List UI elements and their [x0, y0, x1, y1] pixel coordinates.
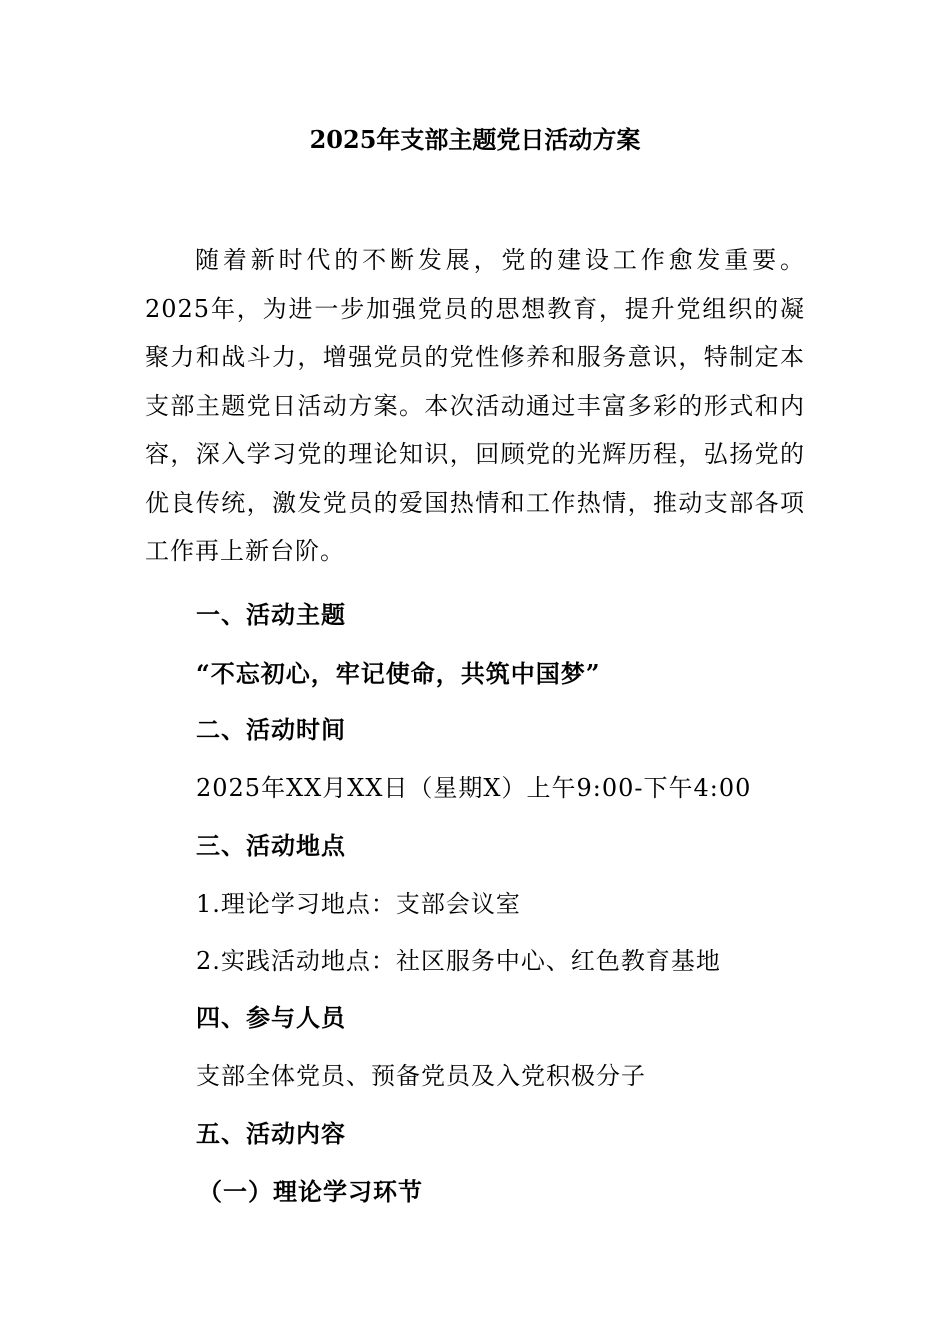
time-heading: 二、活动时间	[196, 715, 346, 744]
participants-heading: 四、参与人员	[196, 1003, 346, 1032]
time-text: 2025年XX月XX日（星期X）上午9:00-下午4:00	[196, 774, 752, 802]
content-subheading-1: （一）理论学习环节	[198, 1177, 423, 1206]
location-heading: 三、活动地点	[196, 831, 346, 860]
theme-heading: 一、活动主题	[196, 600, 346, 629]
location-item-1: 1.理论学习地点：支部会议室	[196, 890, 521, 918]
participants-text: 支部全体党员、预备党员及入党积极分子	[196, 1062, 646, 1090]
location-item-2: 2.实践活动地点：社区服务中心、红色教育基地	[196, 947, 721, 975]
content-heading: 五、活动内容	[196, 1119, 346, 1148]
document-title: 2025年支部主题党日活动方案	[309, 125, 641, 154]
theme-text: “不忘初心，牢记使命，共筑中国梦”	[196, 659, 601, 688]
intro-paragraph: 随着新时代的不断发展，党的建设工作愈发重要。2025年，为进一步加强党员的思想教育，提升党组织的凝聚力和战斗力，增强党员的党性修养和服务意识，特制定本支部主题党日活动方案。本次活动通过丰富多彩的形式和内容，深入学习党的理论知识，回顾党的光辉历程，弘扬党的优良传统，激发党员的爱国热情和工作热情，推动支部各项工作再上新台阶。	[145, 246, 805, 565]
